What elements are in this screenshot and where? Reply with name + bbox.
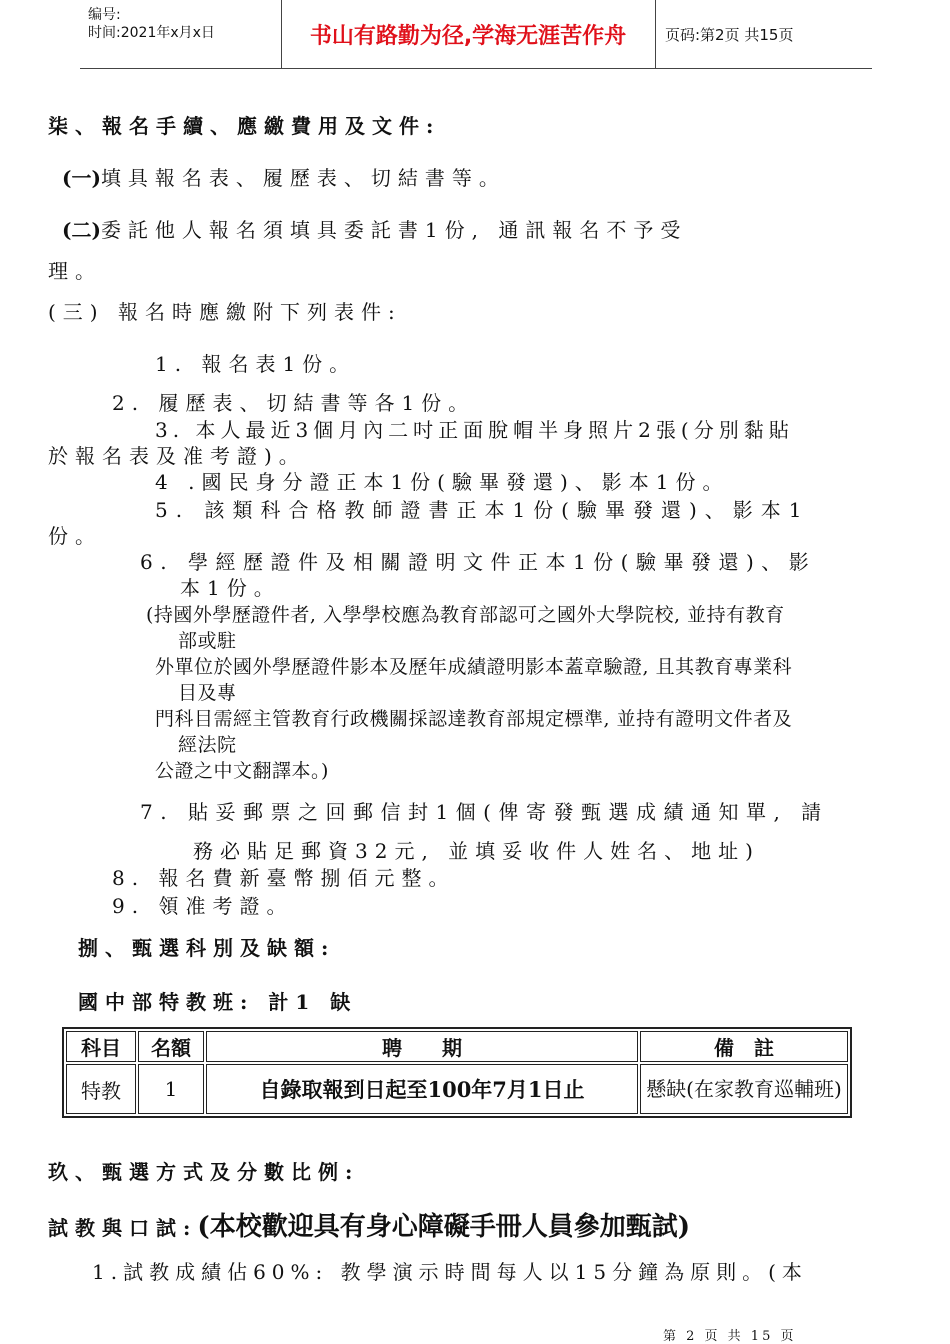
note-line-2: 部或駐	[178, 630, 237, 652]
item-7-1-text: 填具報名表、履歷表、切結書等。	[100, 166, 506, 190]
header-motto: 书山有路勤为径,学海无涯苦作舟	[281, 0, 656, 68]
section-9-title: 玖、甄選方式及分數比例:	[48, 1160, 360, 1184]
note-line-7: 公證之中文翻譯本。)	[155, 760, 329, 782]
item-7-3: (三) 報名時應繳附下列表件:	[48, 300, 402, 324]
doc-item-8: 8. 報名費新臺幣捌佰元整。	[112, 866, 456, 890]
doc-item-3b: 於報名表及准考證)。	[48, 444, 306, 468]
item-7-2-cont: 理。	[48, 259, 102, 283]
section-8-title: 捌、甄選科別及缺額:	[78, 936, 336, 960]
doc-item-9: 9. 領准考證。	[112, 894, 294, 918]
table-cell: 自錄取報到日起至100年7月1日止	[206, 1064, 638, 1114]
table-cell: 1	[138, 1064, 204, 1114]
item-7-1	[62, 162, 506, 191]
header-meta	[80, 0, 282, 68]
table-row	[66, 1064, 848, 1114]
table-header-cell: 科目	[66, 1031, 136, 1062]
section-9-sub-note: (本校歡迎具有身心障礙手冊人員參加甄試)	[197, 1212, 690, 1242]
item-7-2-text: 委託他人報名須填具委託書1份, 通訊報名不予受	[100, 218, 688, 242]
page-footer: 第 2 页 共 15 页	[663, 1329, 797, 1344]
doc-item-5b: 份。	[48, 524, 102, 548]
table-cell: 懸缺(在家教育巡輔班)	[640, 1064, 848, 1114]
item-7-1-number: (一)	[62, 166, 101, 190]
table-header-row	[66, 1031, 848, 1062]
doc-item-7b: 務必貼足郵資32元, 並填妥收件人姓名、地址)	[193, 839, 760, 863]
doc-item-4: 4 .國民身分證正本1份(驗畢發還)、影本1份。	[155, 470, 730, 494]
section-9-item-1: 1.試教成績佔60%: 教學演示時間每人以15分鐘為原則。(本	[92, 1260, 808, 1284]
doc-item-5a: 5. 該類科合格教師證書正本1份(驗畢發還)、影本1	[155, 498, 810, 522]
item-7-2-number: (二)	[62, 218, 101, 242]
doc-item-2: 2. 履歷表、切結書等各1份。	[112, 391, 476, 415]
section-7-title: 柒、報名手續、應繳費用及文件:	[48, 114, 441, 138]
note-line-5: 門科目需經主管教育行政機關採認達教育部規定標準, 並持有證明文件者及	[155, 708, 793, 730]
doc-item-3a: 3. 本人最近3個月內二吋正面脫帽半身照片2張(分別黏貼	[155, 418, 794, 442]
table-header-cell: 名額	[138, 1031, 204, 1062]
section-8-subtitle: 國中部特教班: 計1 缺	[78, 990, 358, 1014]
table-header-cell: 聘 期	[206, 1031, 638, 1062]
doc-item-6b: 本1份。	[180, 576, 281, 600]
position-table	[62, 1027, 852, 1118]
note-line-1: (持國外學歷證件者, 入學學校應為教育部認可之國外大學院校, 並持有教育	[146, 604, 785, 626]
time-label: 时间:2021年x月x日	[88, 25, 215, 41]
section-9-sub-label: 試教與口試:	[48, 1216, 198, 1240]
number-label: 编号:	[88, 7, 121, 23]
table-cell: 特教	[66, 1064, 136, 1114]
page-header	[80, 0, 872, 69]
doc-item-7a: 7. 貼妥郵票之回郵信封1個(俾寄發甄選成績通知單, 請	[140, 800, 829, 824]
note-line-3: 外單位於國外學歷證件影本及歷年成績證明影本蓋章驗證, 且其教育專業科	[155, 656, 793, 678]
section-9-subtitle	[48, 1206, 690, 1243]
doc-item-1: 1. 報名表1份。	[155, 352, 357, 376]
table-header-cell: 備 註	[640, 1031, 848, 1062]
note-line-4: 目及專	[178, 682, 237, 704]
note-line-6: 經法院	[178, 734, 237, 756]
doc-item-6a: 6. 學經歷證件及相關證明文件正本1份(驗畢發還)、影	[140, 550, 817, 574]
header-page-label: 页码:第2页 共15页	[665, 25, 794, 44]
item-7-2	[62, 214, 687, 243]
